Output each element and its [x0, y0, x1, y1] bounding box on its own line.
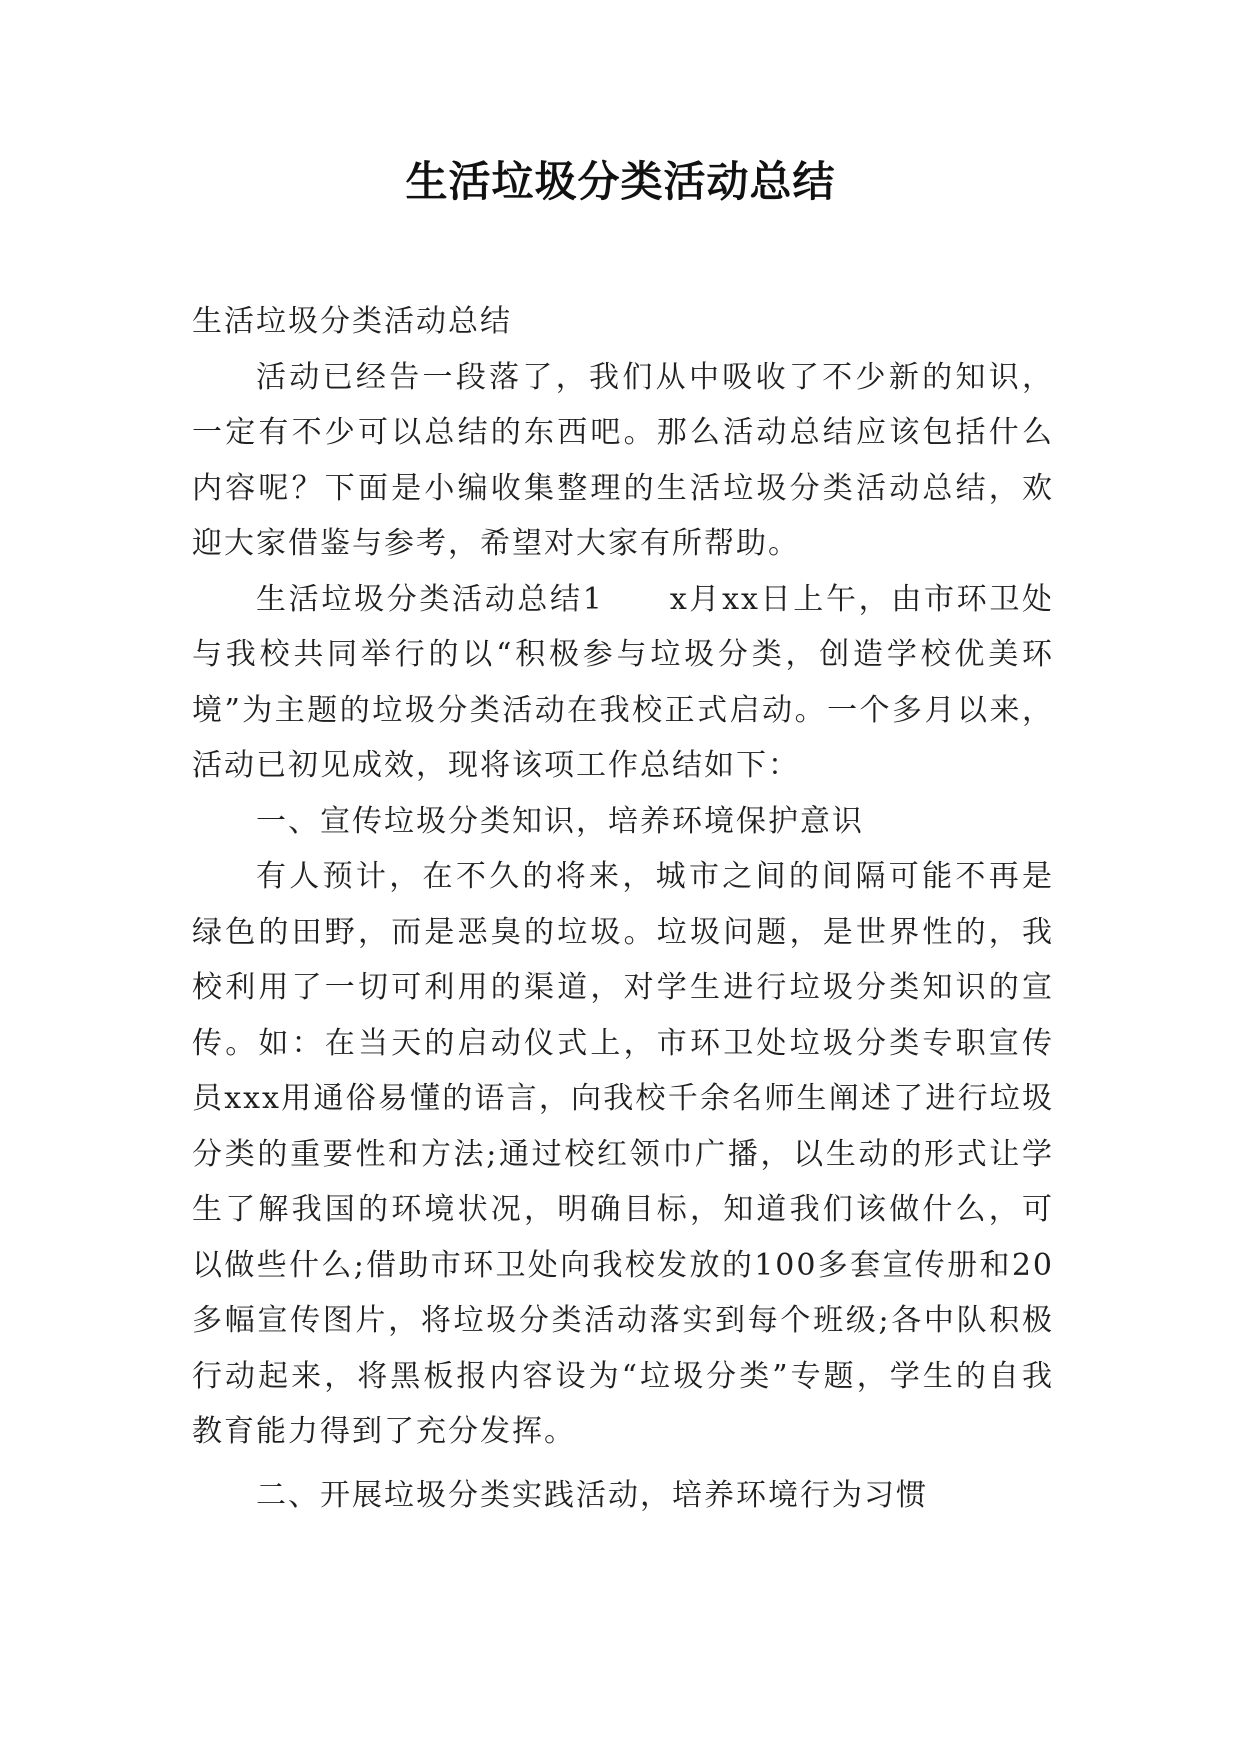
- paragraph-summary-1: 生活垃圾分类活动总结1 x月xx日上午，由市环卫处与我校共同举行的以“积极参与垃圾分类，创造学校优美环境”为主题的垃圾分类活动在我校正式启动。一个多月以来，活动已初见成效，现将该项工作总结如下：: [192, 581, 1054, 783]
- paragraph-section-1: 有人预计，在不久的将来，城市之间的间隔可能不再是绿色的田野，而是恶臭的垃圾。垃圾问题，是世界性的，我校利用了一切可利用的渠道，对学生进行垃圾分类知识的宣传。如：在当天的启动仪式上，市环卫处垃圾分类专职宣传员xxx用通俗易懂的语言，向我校千余名师生阐述了进行垃圾分类的重要性和方法;通过校红领巾广播，以生动的形式让学生了解我国的环境状况，明确目标，知道我们该做什么，可以做些什么;借助市环卫处向我校发放的100多套宣传册和20多幅宣传图片，将垃圾分类活动落实到每个班级;各中队积极行动起来，将黑板报内容设为“垃圾分类”专题，学生的自我教育能力得到了充分发挥。: [192, 859, 1054, 1449]
- document-title: 生活垃圾分类活动总结: [405, 157, 836, 206]
- section-heading-1: 一、宣传垃圾分类知识，培养环境保护意识: [256, 803, 864, 839]
- section-heading-2: 二、开展垃圾分类实践活动，培养环境行为习惯: [256, 1477, 928, 1513]
- paragraph-intro: 活动已经告一段落了，我们从中吸收了不少新的知识，一定有不少可以总结的东西吧。那么活动总结应该包括什么内容呢？下面是小编收集整理的生活垃圾分类活动总结，欢迎大家借鉴与参考，希望对大家有所帮助。: [192, 359, 1054, 561]
- document-subtitle: 生活垃圾分类活动总结: [192, 304, 512, 339]
- document-body: [192, 294, 1054, 1523]
